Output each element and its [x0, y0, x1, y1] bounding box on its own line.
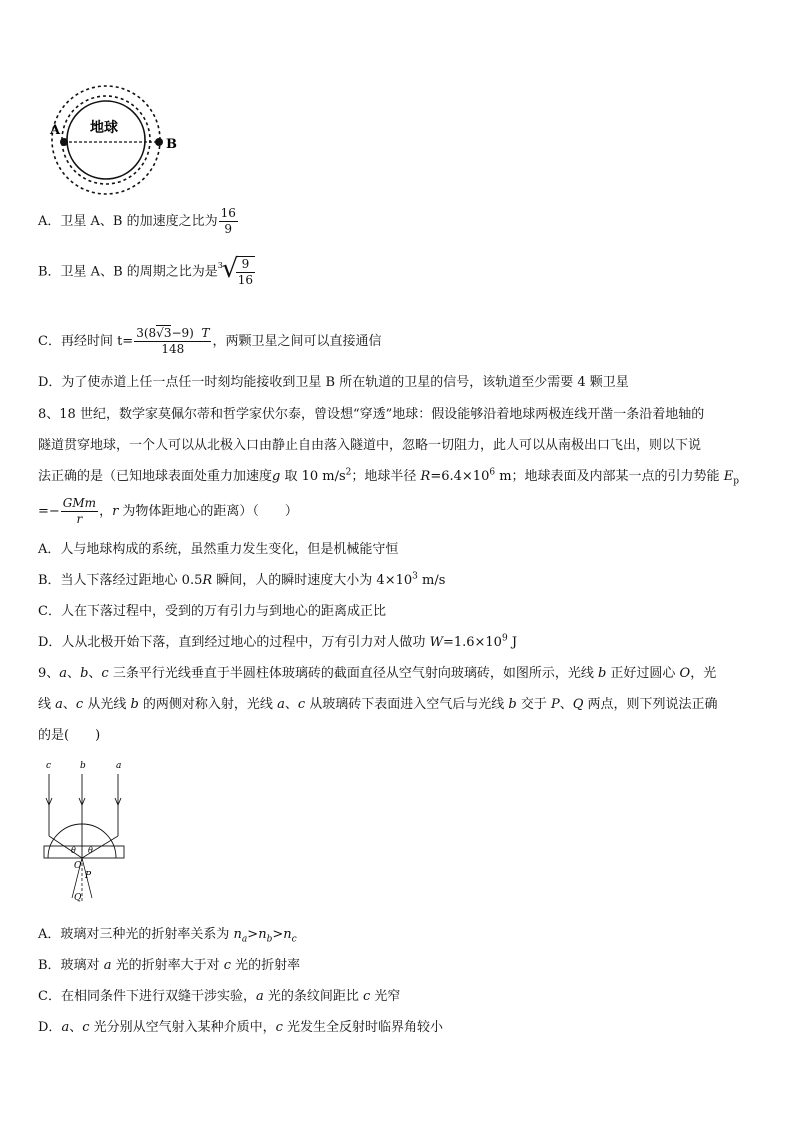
label-a: A: [50, 123, 61, 138]
label-o: O: [74, 861, 82, 871]
label-theta-left: θ: [71, 846, 76, 855]
satellite-a: [60, 138, 68, 146]
q8-option-c: C．人在下落过程中，受到的万有引力与到地心的距离成正比: [38, 604, 386, 619]
outer-orbit: [52, 86, 160, 194]
earth-circle: [67, 101, 145, 179]
q8-option-a: A．人与地球构成的系统，虽然重力发生变化，但是机械能守恒: [38, 542, 399, 557]
label-earth: 地球: [90, 120, 118, 136]
cube-root: 3 √ $\frac{9}{16}$: [217, 254, 254, 287]
q7-option-c: C．再经时间 t= $\frac{3(8√3-9) T}{148}$ ，两颗卫星之间可以直接通信: [38, 326, 382, 356]
label-c: c: [46, 761, 52, 771]
label-a: a: [116, 761, 122, 771]
glass-base: [44, 846, 124, 858]
q9-option-c: C．在相同条件下进行双缝干涉实验，a 光的条纹间距比 c 光窄: [38, 989, 401, 1004]
q8-stem-line2: 隧道贯穿地球，一个人可以从北极入口由静止自由落入隧道中，忽略一切阻力，此人可以从南极出口飞出，则以下说: [38, 438, 702, 453]
q8-stem-line4: =− $\frac{\text{GMm}}{r}$ ，r 为物体距地心的距离）（ ）: [38, 496, 298, 526]
q8-stem-line3: 法正确的是（已知地球表面处重力加速度g 取 10 $m/s^2$；地球半径 $R=6.4\times 10^6$ m；地球表面及内部某一点的引力势能 $E_p$: [38, 467, 739, 487]
q8-option-b: B．当人下落经过距地心 0.5R 瞬间，人的瞬时速度大小为 $4\times 10^3$ m/s: [38, 571, 446, 588]
q9-stem-line1: 9、a、b、c 三条平行光线垂直于半圆柱体玻璃砖的截面直径从空气射向玻璃砖，如图所示，光线 b 正好过圆心 O，光: [38, 666, 717, 681]
label-b: B: [166, 137, 177, 152]
q9-option-a: A．玻璃对三种光的折射率关系为 $n_a>n_b>n_c$: [38, 927, 297, 945]
refract-c: [49, 836, 82, 858]
satellite-orbit-figure: [36, 78, 186, 202]
q8-stem-line1: 8、18 世纪，数学家莫佩尔蒂和哲学家伏尔泰，曾设想“穿透”地球：假设能够沿着地球两极连线开凿一条沿着地轴的: [38, 407, 705, 422]
satellite-b: [155, 138, 163, 146]
q9-option-d: D．a、c 光分别从空气射入某种介质中，c 光发生全反射时临界角较小: [38, 1020, 444, 1035]
label-theta-right: θ: [88, 846, 93, 855]
q8-option-d: D．人从北极开始下落，直到经过地心的过程中，万有引力对人做功 $W=1.6\times 10^9$ J: [38, 633, 518, 650]
q9-stem-line2: 线 a、c 从光线 b 的两侧对称入射，光线 a、c 从玻璃砖下表面进入空气后与光线 b 交于 P、Q 两点，则下列说法正确: [38, 697, 718, 712]
glass-refraction-figure: [38, 758, 138, 908]
q7-option-b: B．卫星 A、B 的周期之比为是 3 √ $\frac{9}{16}$: [38, 256, 256, 288]
label-b: b: [80, 761, 86, 771]
label-q: Q: [74, 893, 82, 903]
label-p: P: [85, 871, 92, 881]
q9-option-b: B．玻璃对 a 光的折射率大于对 c 光的折射率: [38, 958, 301, 973]
inner-orbit: [62, 96, 150, 184]
q7-option-a: A．卫星 A、B 的加速度之比为 $\frac{16}{9}$: [38, 206, 236, 236]
q9-stem-line3: 的是( ): [38, 728, 101, 743]
q7-option-d: D．为了使赤道上任一点任一时刻均能接收到卫星 B 所在轨道的卫星的信号，该轨道至少需要 4 颗卫星: [38, 375, 629, 390]
